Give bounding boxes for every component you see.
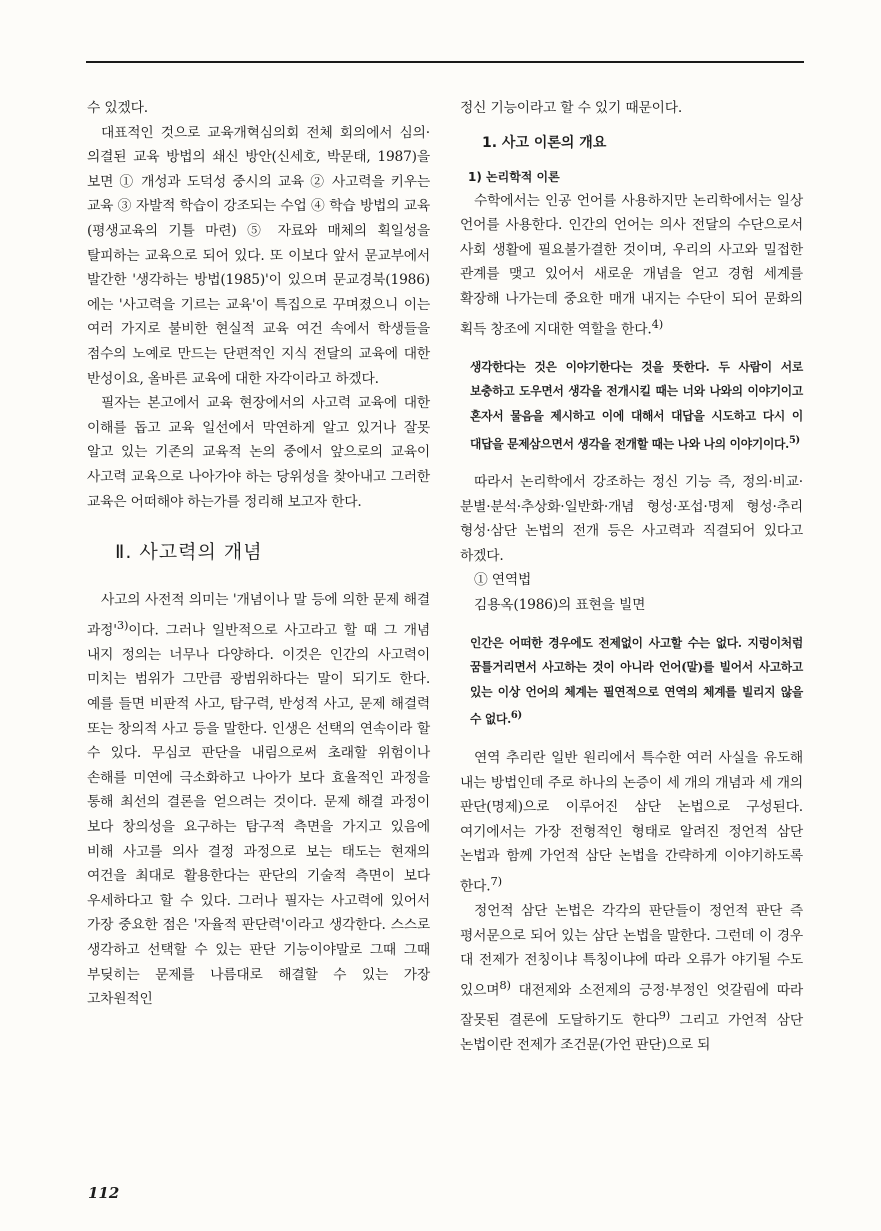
footnote-ref: 3) [116, 617, 129, 632]
footnote-ref: 4) [651, 316, 663, 331]
paragraph [460, 899, 803, 1058]
text-run: 대전제와 소전제의 긍정·부정인 엇갈림에 따라 잘못된 결론에 도달하기도 한다 [460, 982, 803, 1029]
text-run: 연역 추리란 일반 원리에서 특수한 여러 사실을 유도해 내는 방법인데 주로 하나의 논증이 세 개의 개념과 세 개의 판단(명제)으로 이루어진 삼단 논법으로 구성된다. 여기에서는 가장 전형적인 형태로 알려진 정언적 삼단 논법과 함께 가언적 삼단 논법을 간략하게 이야기하도록 한다. [460, 749, 803, 895]
paragraph [460, 746, 803, 899]
paragraph: 따라서 논리학에서 강조하는 정신 기능 즉, 정의·비교·분별·분석·추상화·일반화·개념 형성·포섭·명제 형성·추리 형성·삼단 논법의 전개 등은 사고력과 직결되어 있다고 하겠다. [460, 474, 803, 564]
spacer [460, 456, 803, 470]
block-quote [460, 355, 803, 456]
text-run: 생각한다는 것은 이야기한다는 것을 뜻한다. 두 사람이 서로 보충하고 도우면서 생각을 전개시킬 때는 너와 나와의 이야기이고 혼자서 물음을 제시하고 이에 대해서 대답을 시도하고 다시 이 대답을 문제삼으면서 생각을 전개할 때는 나와 나의 이야기이다. [470, 359, 803, 451]
text-run: 인간은 어떠한 경우에도 전제없이 사고할 수는 없다. 지렁이처럼 꿈틀거리면서 사고하는 것이 아니라 언어(말)를 빌어서 사고하고 있는 이상 언어의 체계는 필연적으로 연역의 체계를 빌리지 않을 수 없다. [470, 635, 803, 727]
spacer [460, 618, 803, 631]
text-run: 이다. 그러나 일반적으로 사고라고 할 때 그 개념 내지 정의는 너무나 다양하다. 이것은 인간의 사고력이 미치는 범위가 그만큼 광범위하다는 말이 되기도 한다. 예를 들면 비판적 사고, 탐구력, 반성적 사고, 문제 해결력 또는 창의적 사고 등을 말한다. 인생은 선택의 연속이라 할 수 있다. 무심코 판단을 내림으로써 초래할 위험이나 손해를 미연에 극소화하고 나아가 보다 효율적인 과정을 통해 최선의 결론을 얻으려는 것이다. 문제 해결 과정이 보다 창의성을 요구하는 탐구적 측면을 가지고 있음에 비해 사고를 의사 결정 과정으로 보는 태도는 현재의 여건을 최대로 활용한다는 판단의 기술적 측면이 보다 우세하다고 할 수 있다. 그러나 필자는 사고력에 있어서 가장 중요한 점은 '자율적 판단력'이라고 생각한다. 스스로 생각하고 선택할 수 있는 판단 기능이야말로 그때 그때 부딪히는 문제를 나름대로 해결할 수 있는 가장 고차원적인 [87, 622, 430, 1008]
citation-intro: 김용옥(1986)의 표현을 빌면 [474, 597, 646, 614]
footnote-ref: 9) [658, 1008, 671, 1023]
header-rule [86, 61, 804, 63]
subsubsection-heading: 1) 논리학적 이론 [468, 169, 560, 184]
paragraph: 정신 기능이라고 할 수 있기 때문이다. [460, 100, 683, 116]
list-item: ① 연역법 [474, 572, 532, 589]
paragraph: 수 있겠다. [87, 100, 148, 116]
footnote-ref: 6) [510, 710, 522, 722]
left-column [87, 96, 430, 1012]
spacer [460, 342, 803, 355]
block-quote [460, 631, 803, 732]
right-column [460, 96, 803, 1058]
footnote-ref: 5) [788, 434, 800, 446]
text-run: 그리고 가언적 삼단 논법이란 전제가 조건문(가언 판단)으로 되 [460, 1012, 803, 1054]
text-run: 정언적 삼단 논법은 각각의 판단들이 정언적 판단 즉 평서문으로 되어 있는 삼단 논법을 말한다. 그런데 이 경우 대 전제가 전칭이냐 특칭이냐에 따라 오류가 야기될 수도 있으며 [460, 903, 803, 999]
subsection-heading: 1. 사고 이론의 개요 [482, 134, 607, 151]
paragraph: 필자는 본고에서 교육 현장에서의 사고력 교육에 대한 이해를 돕고 교육 일선에서 막연하게 알고 있거나 잘못 알고 있는 기존의 교육적 논의 중에서 앞으로의 교육이 사고력 교육으로 나아가야 하는 당위성을 찾아내고 그러한 교육은 어떠해야 하는가를 정리해 보고자 한다. [87, 395, 430, 510]
section-heading: Ⅱ. 사고력의 개념 [115, 541, 263, 564]
paragraph: 대표적인 것으로 교육개혁심의회 전체 회의에서 심의·의결된 교육 방법의 쇄신 방안(신세호, 박문태, 1987)을 보면 ① 개성과 도덕성 중시의 교육 ② 사고력을 키우는 교육 ③ 자발적 학습이 강조되는 수업 ④ 학습 방법의 교육(평생교육의 기틀 마련) ⑤ 자료와 매체의 획일성을 탈피하는 교육으로 되어 있다. 또 이보다 앞서 문교부에서 발간한 '생각하는 방법(1985)'이 있으며 문교경북(1986)에는 '사고력을 기르는 교육'이 특집으로 꾸며졌으니 이는 여러 가지로 불비한 현실적 교육 여건 속에서 학생들을 점수의 노예로 만드는 단편적인 지식 전달의 교육에 대한 반성이요, 올바른 교육에 대한 자각이라고 하겠다. [87, 124, 430, 387]
text-run: 수학에서는 인공 언어를 사용하지만 논리학에서는 일상 언어를 사용한다. 인간의 언어는 의사 전달의 수단으로서 사회 생활에 필요불가결한 것이며, 우리의 사고와 밀접한 관계를 맺고 있어서 새로운 개념을 얻고 경험 세계를 확장해 나가는데 중요한 매개 내지는 수단이 되어 문화의 획득 창조에 지대한 역할을 한다. [460, 192, 803, 338]
footnote-ref: 8) [499, 977, 511, 992]
text-run: 사고의 사전적 의미는 '개념이나 말 등에 의한 문제 해결 과정' [87, 592, 430, 639]
page-number: 112 [88, 1184, 120, 1202]
footnote-ref: 7) [490, 873, 502, 888]
paragraph [87, 588, 430, 1012]
paragraph [460, 189, 803, 342]
spacer [460, 732, 803, 746]
